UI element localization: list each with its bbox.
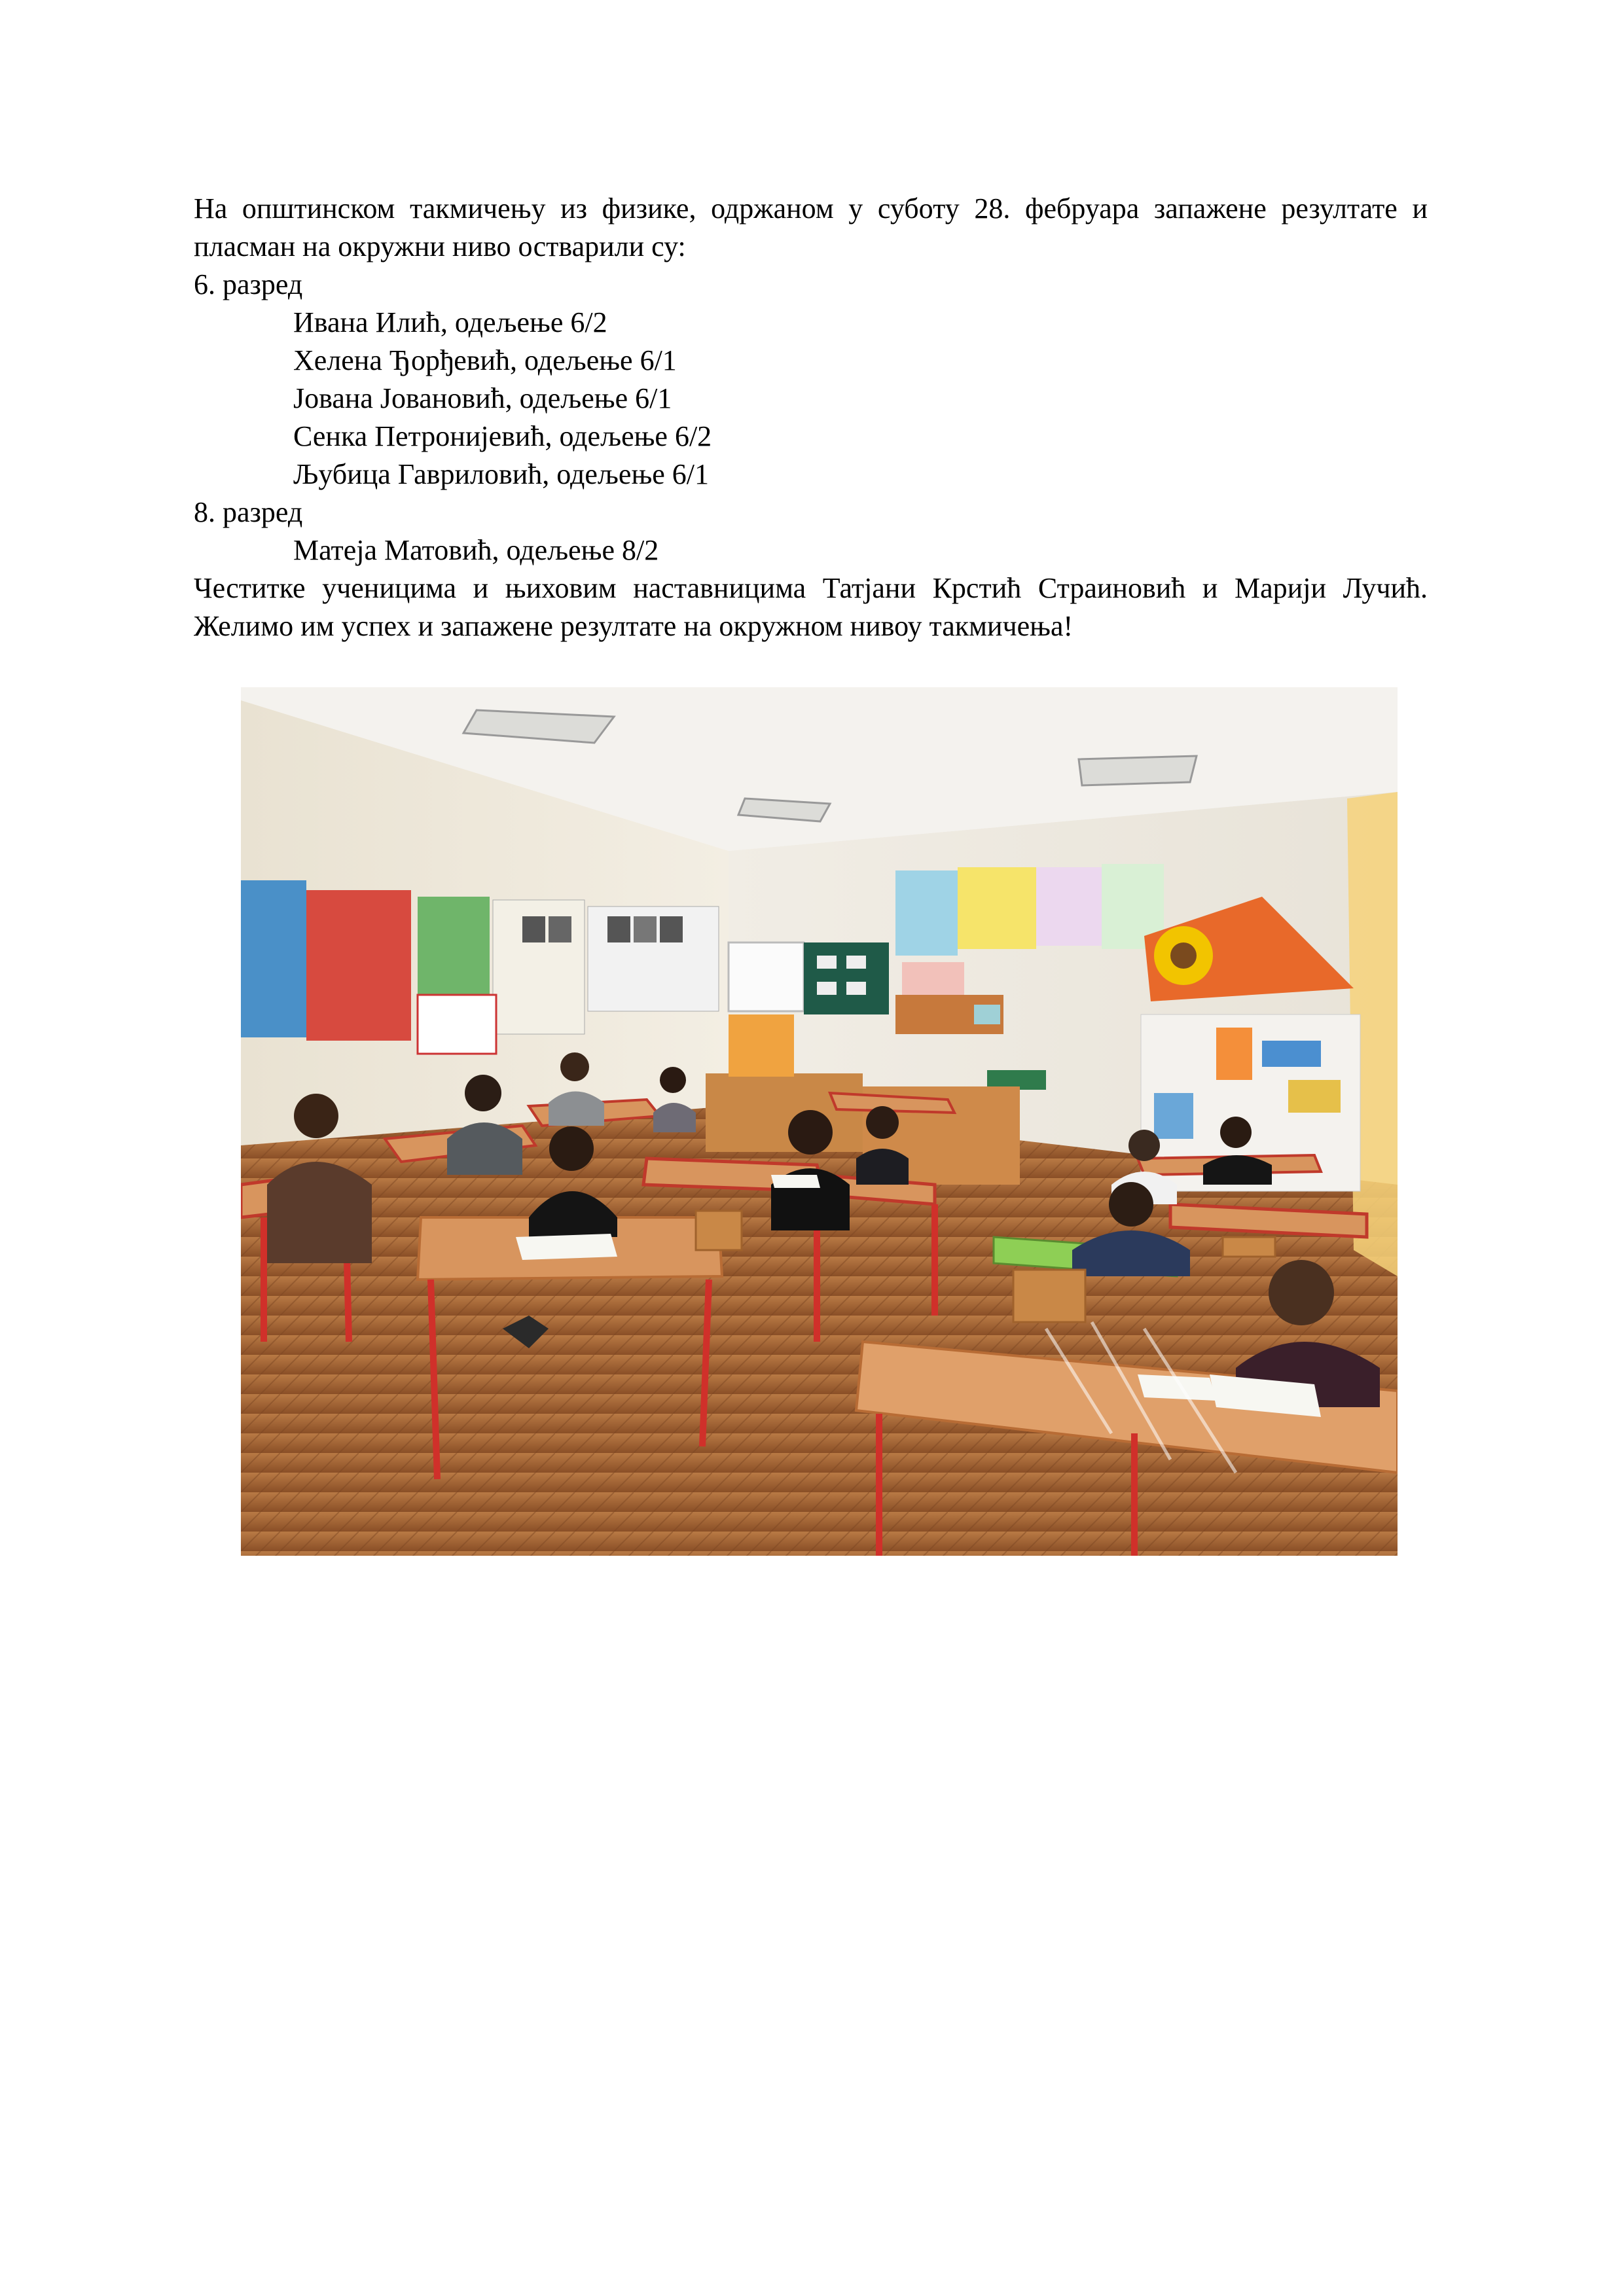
article-text: [194, 190, 1428, 645]
intro-paragraph: На општинском такмичењу из физике, одржаном у суботу 28. фебруара запажене резултате и пласман на окружни ниво остварили су:: [194, 192, 1428, 262]
student-entry: Сенка Петронијевић, одељење 6/2: [293, 420, 712, 452]
student-entry: Јована Јовановић, одељење 6/1: [293, 382, 672, 414]
closing-paragraph: Честитке ученицима и њиховим наставницима Татјани Крстић Страиновић и Марији Лучић. Желимо им успех и запажене резултате на окружном нивоу такмичења!: [194, 572, 1428, 642]
grade-6-heading: 6. разред: [194, 268, 303, 300]
student-entry: Матеја Матовић, одељење 8/2: [293, 534, 659, 566]
student-entry: Хелена Ђорђевић, одељење 6/1: [293, 344, 677, 376]
student-entry: Ивана Илић, одељење 6/2: [293, 306, 607, 338]
grade-8-heading: 8. разред: [194, 496, 303, 528]
classroom-photo: [241, 687, 1398, 1556]
student-entry: Љубица Гавриловић, одељење 6/1: [293, 458, 710, 490]
